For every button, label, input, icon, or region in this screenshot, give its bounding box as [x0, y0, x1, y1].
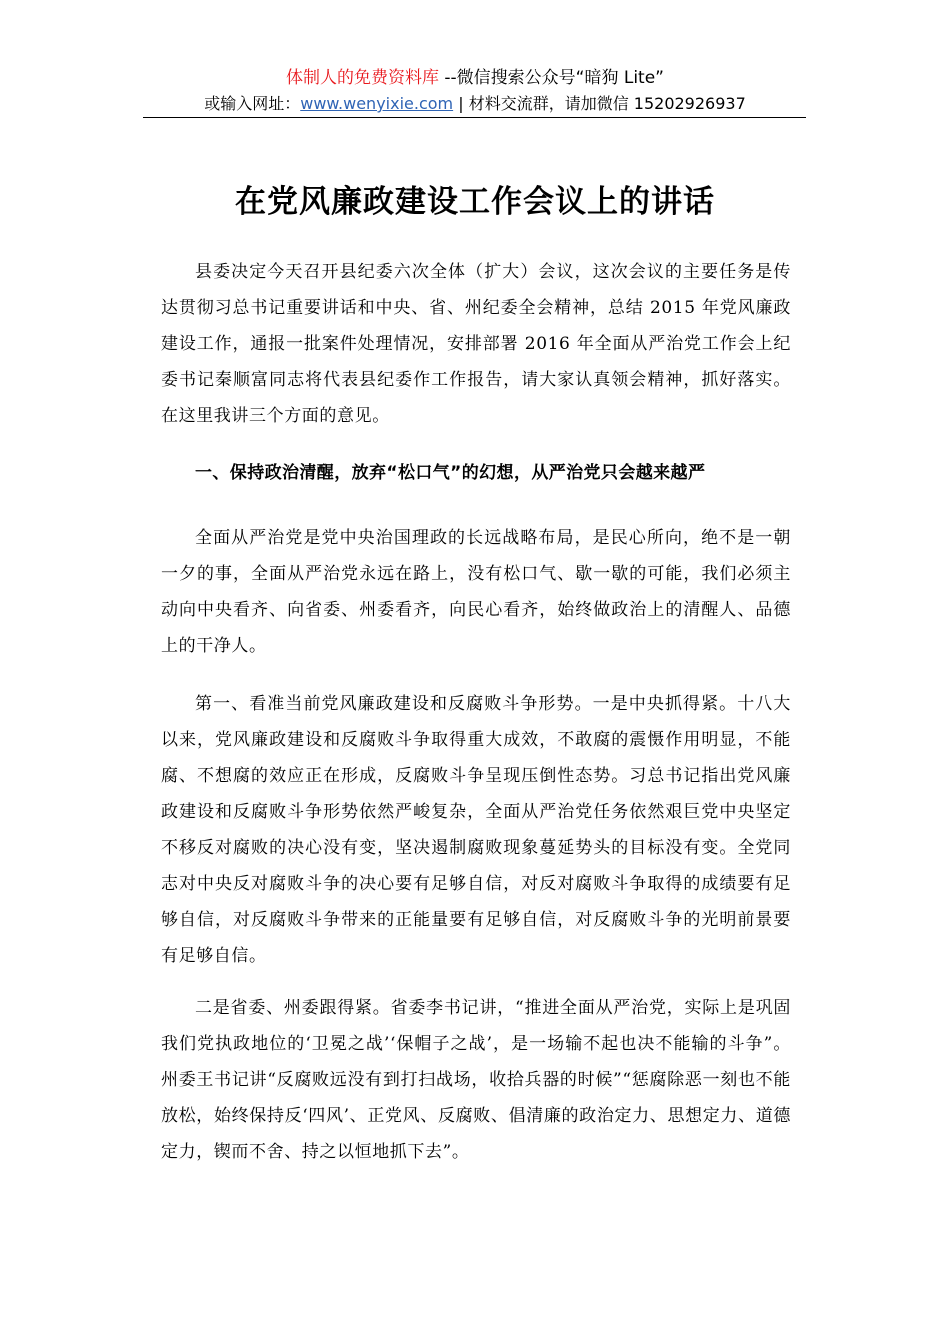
header-contact-line: [0, 92, 950, 116]
section-heading-1: 一、保持政治清醒，放弃“松口气”的幻想，从严治党只会越来越严: [195, 463, 706, 483]
header-contact: | 材料交流群，请加微信 15202926937: [453, 94, 746, 113]
paragraph-point-1: 第一、看准当前党风廉政建设和反腐败斗争形势。一是中央抓得紧。十八大以来，党风廉政建设和反腐败斗争取得重大成效，不敢腐的震慑作用明显，不能腐、不想腐的效应正在形成，反腐败斗争呈现压倒性态势。习总书记指出党风廉政建设和反腐败斗争形势依然严峻复杂，全面从严治党任务依然艰巨党中央坚定不移反对腐败的决心没有变，坚决遏制腐败现象蔓延势头的目标没有变。全党同志对中央反对腐败斗争的决心要有足够自信，对反对腐败斗争取得的成绩要有足够自信，对反腐败斗争带来的正能量要有足够自信，对反腐败斗争的光明前景要有足够自信。: [161, 694, 791, 966]
website-link[interactable]: www.wenyixie.com: [300, 94, 454, 113]
page-header: [0, 66, 950, 116]
paragraph-point-2: 二是省委、州委跟得紧。省委李书记讲，“推进全面从严治党，实际上是巩固我们党执政地位的‘卫冕之战’‘保帽子之战’，是一场输不起也决不能输的斗争”。州委王书记讲“反腐败远没有到打扫战场，收拾兵器的时候”“惩腐除恶一刻也不能放松，始终保持反‘四风’、正党风、反腐败、倡清廉的政治定力、思想定力、道德定力，锲而不舍、持之以恒地抓下去”。: [161, 998, 791, 1162]
header-divider: [143, 117, 806, 118]
header-tagline: --微信搜索公众号“暗狗 Lite”: [438, 68, 664, 88]
header-brand: 体制人的免费资料库: [285, 68, 439, 88]
paragraph-section-1: 全面从严治党是党中央治国理政的长远战略布局，是民心所向，绝不是一朝一夕的事，全面从严治党永远在路上，没有松口气、歇一歇的可能，我们必须主动向中央看齐、向省委、州委看齐，向民心看齐，始终做政治上的清醒人、品德上的干净人。: [161, 528, 791, 656]
header-url-prefix: 或输入网址：: [204, 94, 301, 113]
header-promo-line: [0, 66, 950, 90]
document-title: 在党风廉政建设工作会议上的讲话: [235, 184, 715, 220]
paragraph-intro: 县委决定今天召开县纪委六次全体（扩大）会议，这次会议的主要任务是传达贯彻习总书记重要讲话和中央、省、州纪委全会精神，总结 2015 年党风廉政建设工作，通报一批案件处理情况，安排部署 2016 年全面从严治党工作会上纪委书记秦顺富同志将代表县纪委作工作报告，请大家认真领会精神，抓好落实。在这里我讲三个方面的意见。: [161, 262, 791, 426]
